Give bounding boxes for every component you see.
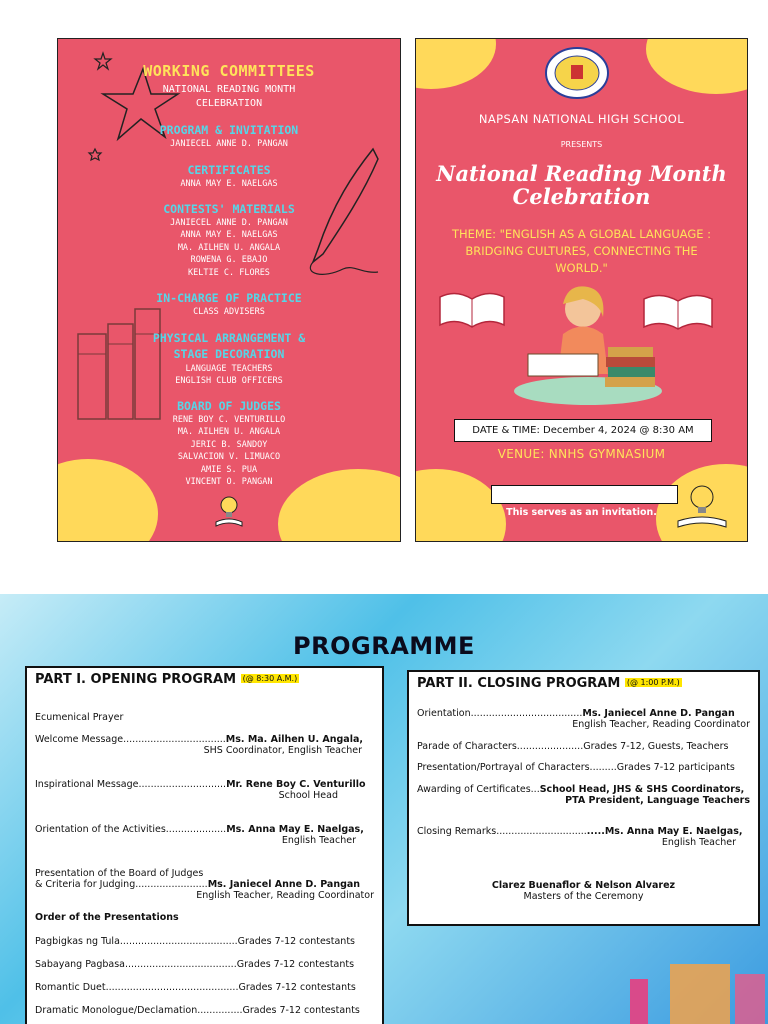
- item-person: Grades 7-12 participants: [616, 762, 735, 773]
- yellow-blob: [415, 469, 506, 542]
- program-item: [417, 826, 750, 848]
- item-role: English Teacher: [281, 835, 356, 846]
- item-person: Grades 7-12 contestants: [237, 936, 356, 947]
- item-person: Ms. Ma. Ailhen U. Angala,: [225, 734, 363, 745]
- invitation-note: This serves as an invitation.: [506, 507, 657, 518]
- committee-heading: CONTESTS' MATERIALS: [163, 202, 295, 216]
- part2-heading-text: PART II. CLOSING PROGRAM: [417, 676, 621, 691]
- part2-time-badge: (@ 1:00 P.M.): [626, 678, 680, 687]
- order-heading-text: Order of the Presentations: [35, 912, 179, 923]
- program-item: [417, 708, 750, 730]
- presentation-row: [35, 1005, 374, 1016]
- date-time-field: DATE & TIME: December 4, 2024 @ 8:30 AM: [454, 419, 712, 442]
- masters-of-ceremony-label: Masters of the Ceremony: [523, 891, 644, 902]
- committee-member: JERIC B. SANDOY: [190, 439, 268, 450]
- item-label: Awarding of Certificates...: [417, 784, 540, 795]
- order-heading: [35, 912, 374, 923]
- presentation-row: [35, 959, 374, 970]
- committee-member: ROWENA G. EBAJO: [190, 255, 268, 266]
- item-label: Orientation.....................................: [417, 708, 583, 719]
- event-title-line2: Celebration: [512, 184, 651, 209]
- committee-members: [58, 306, 400, 318]
- program-item: [35, 868, 374, 901]
- item-person: Grades 7-12 contestants: [242, 1005, 360, 1016]
- item-label: Pagbigkas ng Tula.......................................: [35, 936, 238, 947]
- program-item: [35, 824, 374, 846]
- invitee-name-box: [491, 485, 678, 504]
- open-book-icon: [436, 287, 508, 331]
- closing-program-box: [407, 670, 760, 926]
- committee-members: [58, 178, 400, 190]
- committee-members: [58, 138, 400, 150]
- event-theme: THEME: "ENGLISH AS A GLOBAL LANGUAGE : BRIDGING CULTURES, CONNECTING THE WORLD.": [451, 227, 712, 275]
- presents-label: PRESENTS: [560, 140, 603, 149]
- committee-member: SALVACION V. LIMUACO: [177, 452, 281, 463]
- item-person: Grades 7-12, Guests, Teachers: [583, 741, 729, 752]
- item-label: Presentation/Portrayal of Characters.........: [417, 762, 617, 773]
- committees-title: WORKING COMMITTEES: [143, 62, 315, 80]
- item-label: Welcome Message..................................: [35, 734, 226, 745]
- committee-members: [58, 217, 400, 279]
- presentation-row: [35, 936, 374, 947]
- masters-of-ceremony-names: Clarez Buenaflor & Nelson Alvarez: [491, 880, 676, 891]
- event-title: [416, 162, 747, 208]
- program-item: [417, 784, 750, 806]
- programme-title: PROGRAMME: [293, 632, 475, 660]
- opening-program-heading: [35, 672, 299, 687]
- item-person: Ms. Janiecel Anne D. Pangan: [582, 708, 735, 719]
- committee-member: ENGLISH CLUB OFFICERS: [175, 376, 283, 387]
- item-role: SHS Coordinator, English Teacher: [203, 745, 362, 756]
- item-role: English Teacher: [661, 837, 736, 848]
- program-item: Ecumenical Prayer: [35, 712, 124, 723]
- committees-subtitle-line2: CELEBRATION: [195, 98, 263, 109]
- item-label: Parade of Characters......................: [417, 741, 584, 752]
- item-person: Grades 7-12 contestants: [236, 959, 355, 970]
- program-item: [417, 741, 750, 752]
- school-seal-icon: [544, 47, 610, 99]
- reading-girl-illustration: [508, 279, 668, 409]
- opening-program-box: [25, 666, 384, 1024]
- committee-members: [58, 363, 400, 388]
- program-item: [35, 779, 374, 801]
- item-label: Closing Remarks..............................: [417, 826, 587, 837]
- item-label: Inspirational Message.............................: [35, 779, 227, 790]
- item-label: Orientation of the Activities....................: [35, 824, 227, 835]
- item-label: & Criteria for Judging........................: [35, 879, 208, 890]
- committee-member: AMIE S. PUA: [200, 464, 258, 475]
- lightbulb-book-icon: [214, 494, 244, 528]
- item-role: English Teacher, Reading Coordinator: [196, 890, 374, 901]
- committee-member: KELTIE C. FLORES: [188, 267, 270, 278]
- item-label: Romantic Duet............................................: [35, 982, 239, 993]
- committee-member: JANIECEL ANNE D. PANGAN: [170, 139, 288, 149]
- item-label: Presentation of the Board of Judges: [35, 868, 204, 879]
- item-person: Ms. Anna May E. Naelgas,: [226, 824, 364, 835]
- committee-heading: PROGRAM & INVITATION: [159, 123, 299, 137]
- program-item: [417, 762, 750, 773]
- committee-member: VINCENT O. PANGAN: [185, 477, 273, 488]
- committee-members: [58, 414, 400, 488]
- item-person: School Head, JHS & SHS Coordinators,: [539, 784, 745, 795]
- committees-subtitle-line1: NATIONAL READING MONTH: [162, 84, 296, 95]
- item-person: Ms. Janiecel Anne D. Pangan: [207, 879, 361, 890]
- part1-heading-text: PART I. OPENING PROGRAM: [35, 672, 237, 687]
- background-books-decoration: [620, 954, 768, 1024]
- committee-member: ANNA MAY E. NAELGAS: [180, 230, 278, 241]
- item-person: Mr. Rene Boy C. Venturillo: [226, 779, 366, 790]
- yellow-blob: [646, 38, 748, 94]
- committee-member: ANNA MAY E. NAELGAS: [180, 179, 278, 189]
- committee-heading: STAGE DECORATION: [173, 347, 285, 361]
- committee-heading: IN-CHARGE OF PRACTICE: [156, 291, 302, 305]
- committee-member: LANGUAGE TEACHERS: [185, 364, 273, 374]
- part1-time-badge: (@ 8:30 A.M.): [242, 674, 298, 683]
- item-person: Grades 7-12 contestants: [238, 982, 356, 993]
- committee-member: MA. AILHEN U. ANGALA: [177, 242, 281, 253]
- committee-member: RENE BOY C. VENTURILLO: [172, 415, 286, 425]
- closing-program-heading: [417, 676, 682, 691]
- item-label: Sabayang Pagbasa.....................................: [35, 959, 237, 970]
- committee-heading: PHYSICAL ARRANGEMENT &: [152, 331, 306, 345]
- invitation-flyer: [415, 38, 748, 542]
- venue-label: VENUE: NNHS GYMNASIUM: [497, 447, 666, 461]
- committee-member: JANIECEL ANNE D. PANGAN: [170, 218, 288, 228]
- program-item: [35, 734, 374, 756]
- item-person: .....Ms. Anna May E. Naelgas,: [586, 826, 743, 837]
- working-committees-flyer: [57, 38, 401, 542]
- item-label: Dramatic Monologue/Declamation...............: [35, 1005, 243, 1016]
- school-name: NAPSAN NATIONAL HIGH SCHOOL: [478, 112, 685, 126]
- committee-heading: BOARD OF JUDGES: [177, 399, 281, 413]
- item-role: PTA President, Language Teachers: [565, 795, 750, 806]
- committee-member: CLASS ADVISERS: [193, 307, 265, 317]
- item-role: School Head: [278, 790, 338, 801]
- presentation-row: [35, 982, 374, 993]
- programme-sheet: [0, 594, 768, 1024]
- committee-member: MA. AILHEN U. ANGALA: [177, 427, 281, 438]
- lightbulb-book-icon: [676, 481, 728, 531]
- committee-heading: CERTIFICATES: [187, 163, 271, 177]
- item-role: English Teacher, Reading Coordinator: [572, 719, 750, 730]
- yellow-blob: [415, 38, 496, 89]
- event-title-line1: National Reading Month: [436, 161, 727, 186]
